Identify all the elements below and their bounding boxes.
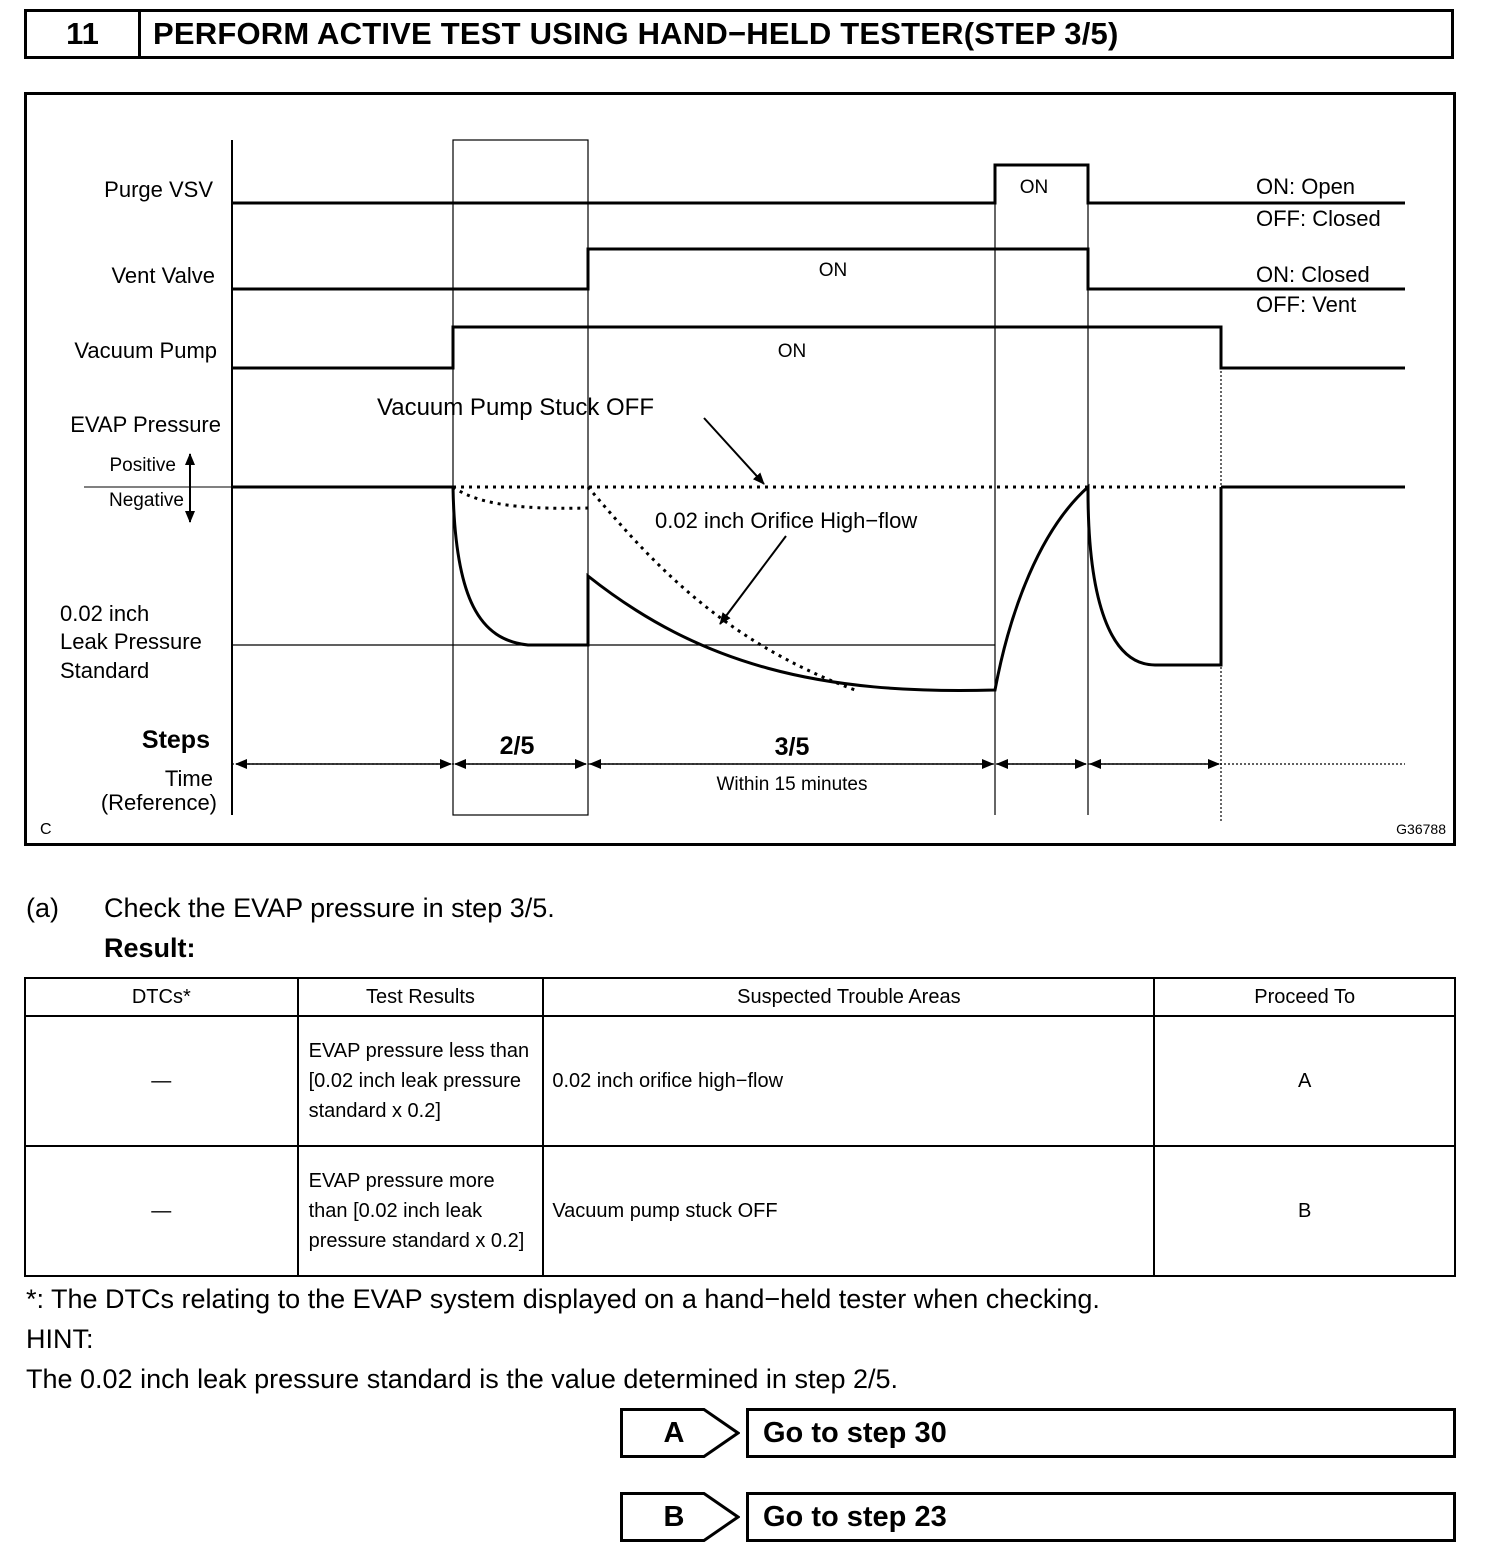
instruction-text: Check the EVAP pressure in step 3/5.: [104, 893, 555, 923]
cell-trouble-area: 0.02 inch orifice high−flow: [543, 1016, 1154, 1146]
callout-pump-stuck: Vacuum Pump Stuck OFF: [377, 394, 654, 421]
label-steps: Steps: [141, 726, 210, 754]
label-vent-valve: Vent Valve: [111, 263, 215, 288]
pump-on-label: ON: [777, 341, 807, 362]
vent-legend-off: OFF: Vent: [1256, 292, 1357, 317]
label-vacuum-pump: Vacuum Pump: [74, 338, 217, 363]
footnote: *: The DTCs relating to the EVAP system displayed on a hand−held tester when checking.: [26, 1284, 1100, 1314]
vacuum-pump-signal: [232, 327, 1405, 368]
table-row: [25, 1146, 1455, 1276]
goto-b-letter-box: [620, 1492, 740, 1542]
purge-legend-off: OFF: Closed: [1256, 206, 1381, 231]
orifice-curve-2-5: [453, 487, 588, 508]
cell-test-result: EVAP pressure less than [0.02 inch leak pressure standard x 0.2]: [298, 1016, 544, 1146]
goto-a-text: Go to step 30: [746, 1408, 1456, 1458]
header-test-results: Test Results: [298, 978, 544, 1016]
step-number: 11: [27, 12, 141, 56]
timing-diagram-svg: [24, 92, 1456, 846]
table-header-row: [25, 978, 1455, 1016]
purge-legend-on: ON: Open: [1256, 174, 1356, 199]
goto-a-letter-box: [620, 1408, 740, 1458]
label-negative: Negative: [109, 490, 184, 511]
label-evap-pressure: EVAP Pressure: [70, 412, 221, 437]
label-purge-vsv: Purge VSV: [104, 177, 213, 202]
hint-label: HINT:: [26, 1324, 94, 1354]
orifice-callout-arrow: [720, 536, 786, 624]
label-time-reference: (Reference): [100, 790, 217, 815]
pump-stuck-callout-arrow: [704, 418, 764, 484]
result-label: Result:: [104, 933, 196, 963]
results-table: [24, 977, 1456, 1277]
label-leak-std-1: 0.02 inch: [60, 601, 150, 626]
cell-proceed: A: [1154, 1016, 1455, 1146]
callout-orifice: 0.02 inch Orifice High−flow: [655, 508, 918, 533]
goto-b-letter: B: [663, 1500, 685, 1533]
purge-vsv-signal: [232, 165, 1405, 203]
header-trouble-areas: Suspected Trouble Areas: [543, 978, 1154, 1016]
step-header: [24, 9, 1454, 59]
cell-test-result: EVAP pressure more than [0.02 inch leak pressure standard x 0.2]: [298, 1146, 544, 1276]
purge-on-label: ON: [1019, 177, 1049, 198]
step-label-2-5: 2/5: [499, 732, 535, 760]
vent-legend-on: ON: Closed: [1256, 262, 1370, 287]
cell-dtc: —: [25, 1146, 298, 1276]
header-dtcs: DTCs*: [25, 978, 298, 1016]
goto-a-letter: A: [663, 1416, 685, 1449]
step-2-5-box: [453, 140, 588, 815]
goto-b-text: Go to step 23: [746, 1492, 1456, 1542]
within-15-minutes: Within 15 minutes: [716, 774, 868, 795]
timing-diagram: [24, 92, 1456, 846]
corner-letter: C: [40, 821, 52, 838]
label-leak-std-3: Standard: [60, 658, 150, 683]
cell-dtc: —: [25, 1016, 298, 1146]
cell-trouble-area: Vacuum pump stuck OFF: [543, 1146, 1154, 1276]
cell-proceed: B: [1154, 1146, 1455, 1276]
hint-text: The 0.02 inch leak pressure standard is the value determined in step 2/5.: [26, 1364, 899, 1394]
header-proceed-to: Proceed To: [1154, 978, 1455, 1016]
instruction-label: (a): [26, 893, 59, 923]
figure-id: G36788: [1396, 821, 1446, 837]
table-row: [25, 1016, 1455, 1146]
vent-on-label: ON: [818, 260, 848, 281]
label-leak-std-2: Leak Pressure: [60, 629, 202, 654]
label-time: Time: [164, 766, 213, 791]
step-title: PERFORM ACTIVE TEST USING HAND−HELD TESTER(STEP 3/5): [153, 16, 1119, 51]
step-label-3-5: 3/5: [774, 733, 810, 761]
label-positive: Positive: [109, 455, 176, 476]
